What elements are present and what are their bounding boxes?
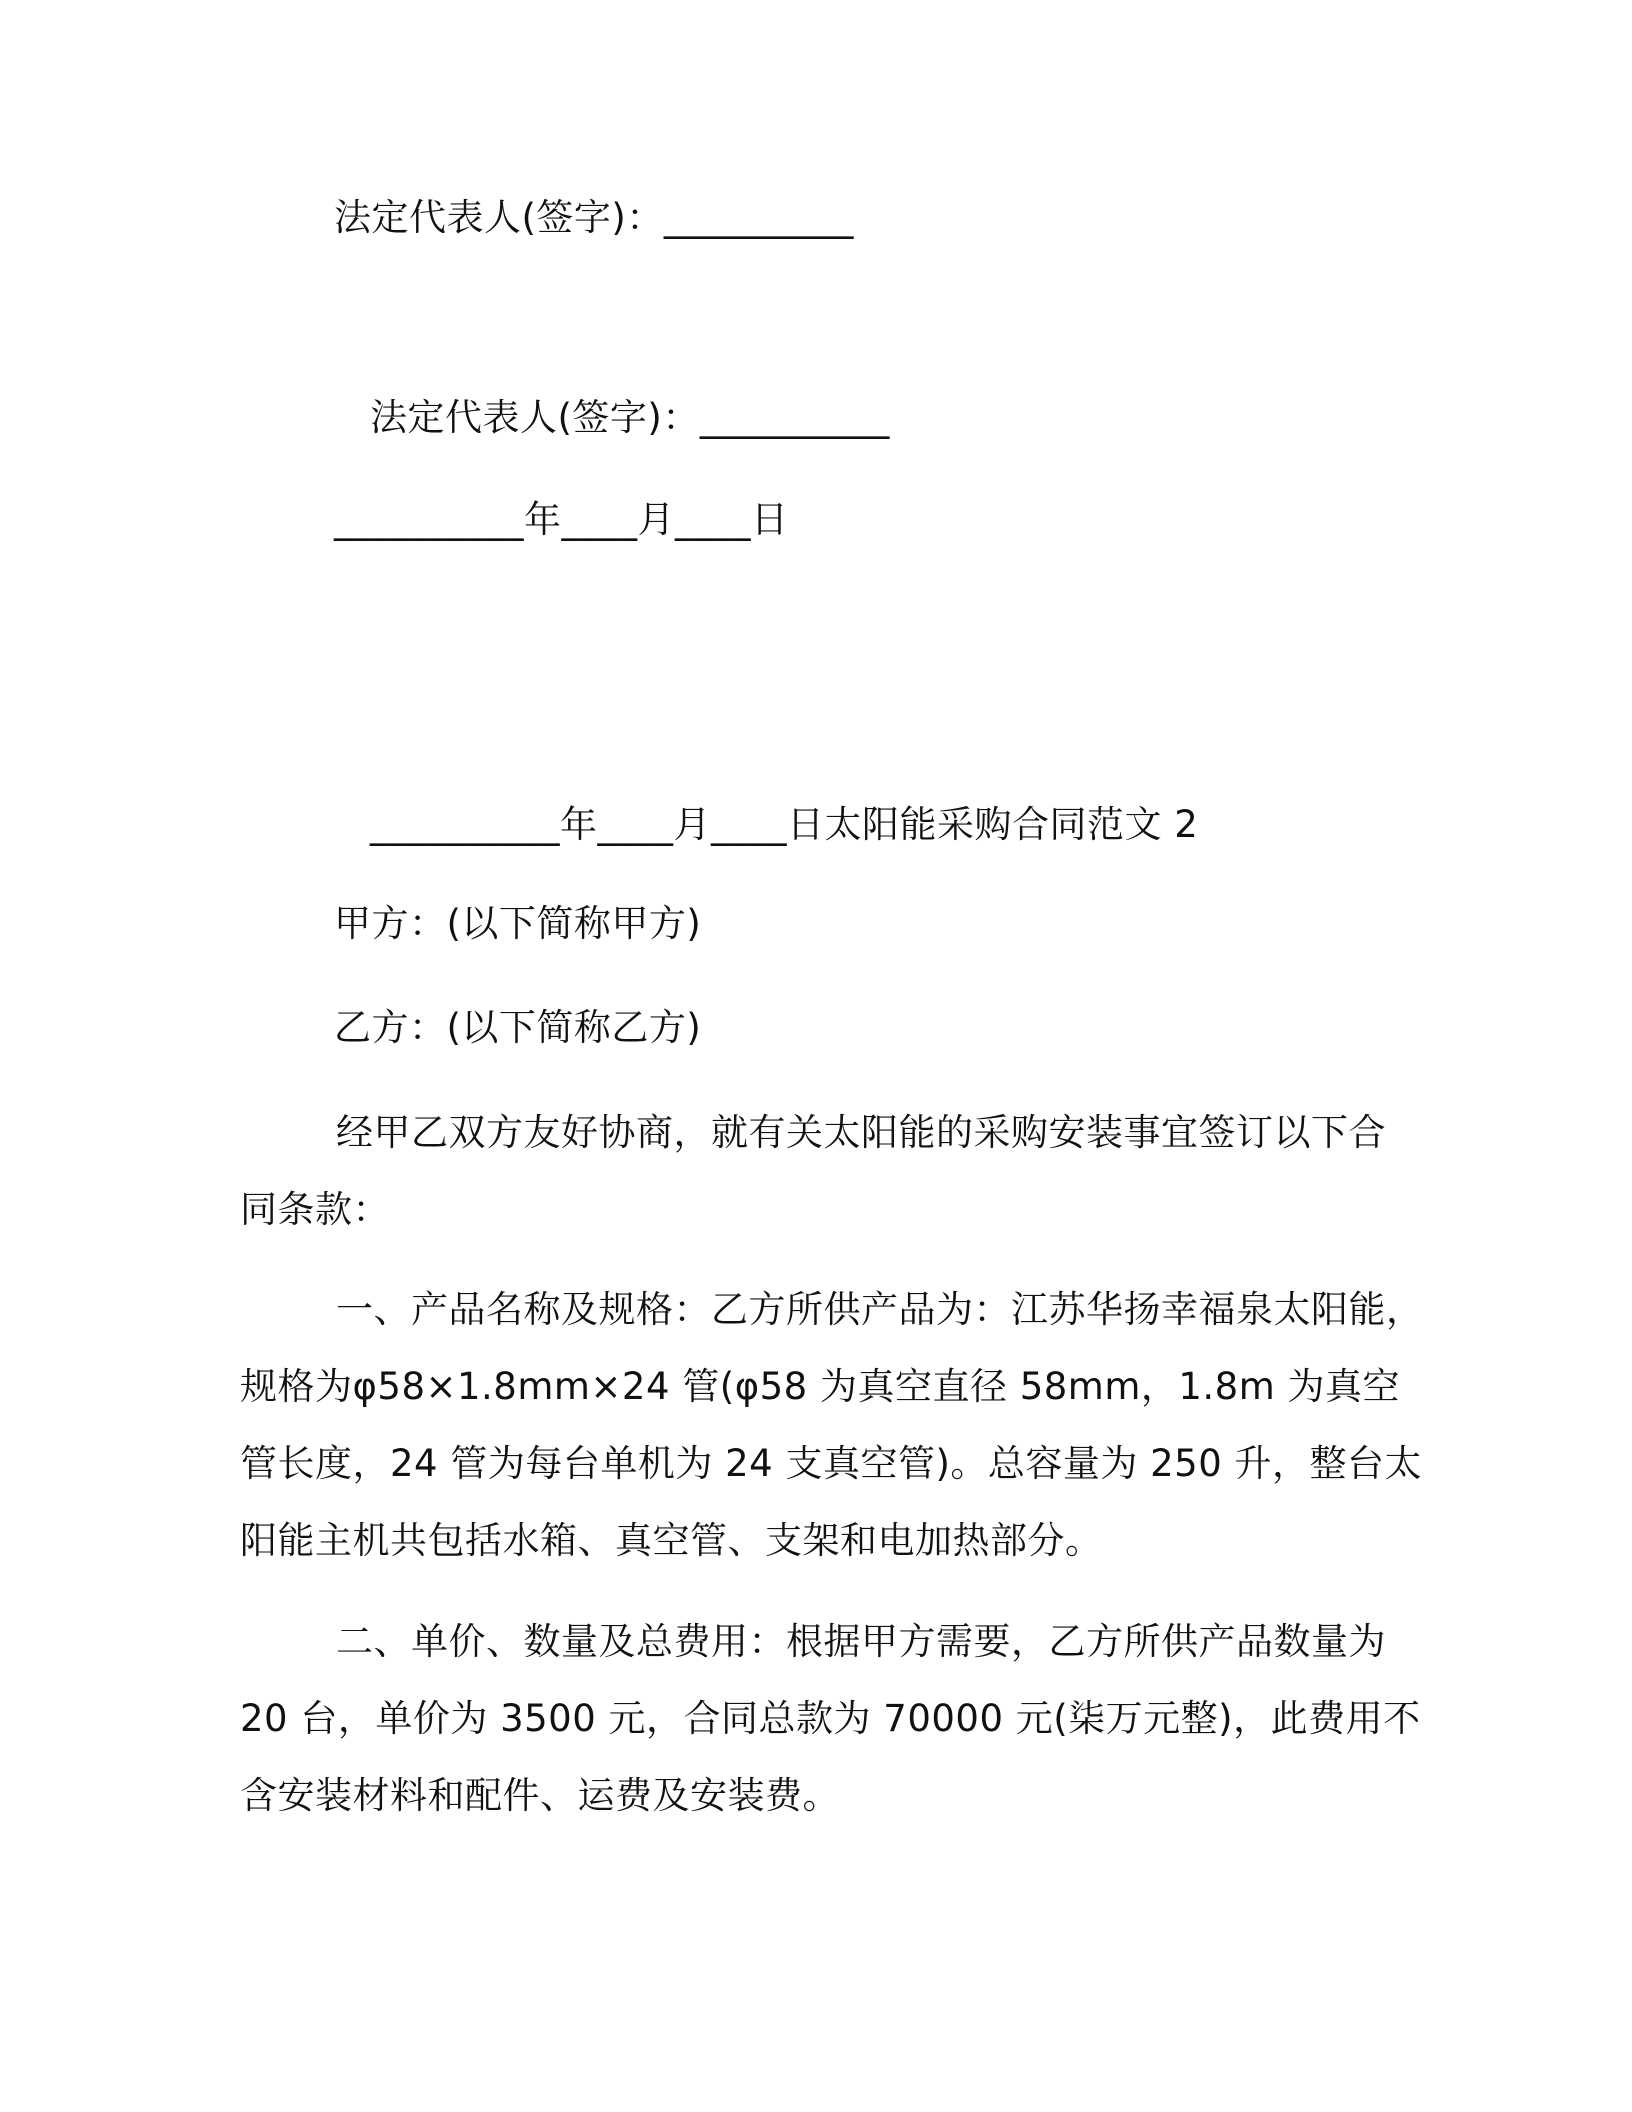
- clause-1-line: 阳能主机共包括水箱、真空管、支架和电加热部分。: [240, 1519, 1103, 1562]
- date-line: __________年____月____日: [334, 498, 789, 541]
- clause-1-line: 一、产品名称及规格：乙方所供产品为：江苏华扬幸福泉太阳能，: [336, 1288, 1424, 1331]
- signature-line-1: 法定代表人(签字)：__________: [334, 196, 854, 239]
- clause-2-line: 含安装材料和配件、运费及安装费。: [240, 1774, 840, 1817]
- party-b-line: 乙方：(以下简称乙方): [334, 1006, 702, 1049]
- clause-2-paragraph: [240, 1603, 1440, 1834]
- signature-line-2: 法定代表人(签字)：__________: [370, 396, 890, 439]
- intro-line: 同条款：: [240, 1188, 390, 1231]
- party-a-line: 甲方：(以下简称甲方): [334, 902, 702, 945]
- clause-2-line: 二、单价、数量及总费用：根据甲方需要，乙方所供产品数量为: [336, 1620, 1386, 1663]
- clause-1-line: 管长度，24 管为每台单机为 24 支真空管)。总容量为 250 升，整台太: [240, 1442, 1423, 1485]
- clause-1-paragraph: [240, 1271, 1440, 1579]
- clause-1-line: 规格为φ58×1.8mm×24 管(φ58 为真空直径 58mm，1.8m 为真空: [240, 1365, 1401, 1408]
- intro-line: 经甲乙双方友好协商，就有关太阳能的采购安装事宜签订以下合: [336, 1111, 1386, 1154]
- clause-2-line: 20 台，单价为 3500 元，合同总款为 70000 元(柒万元整)，此费用不: [240, 1697, 1421, 1740]
- intro-paragraph: [240, 1094, 1440, 1248]
- contract-title: __________年____月____日太阳能采购合同范文 2: [370, 803, 1199, 846]
